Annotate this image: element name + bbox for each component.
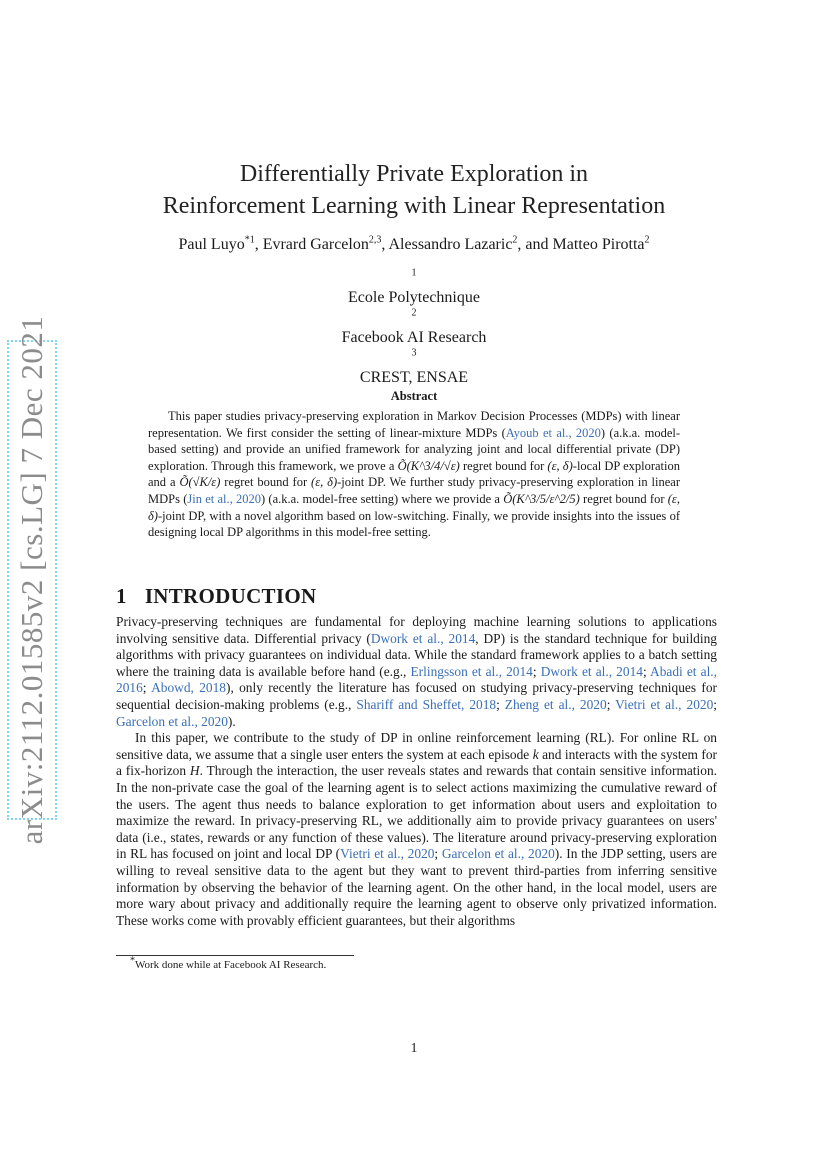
body-text: , DP) is the standard technique for building algorithms with privacy guarantees on individual data. While the standard framework applies to a batch setting where the training data is available before hand (e.g., <box>116 630 717 679</box>
affiliation-name: CREST, ENSAE <box>359 369 469 386</box>
citation-link[interactable]: Vietri et al., 2020 <box>340 846 435 862</box>
abstract-body <box>148 408 680 541</box>
paragraph <box>116 614 717 730</box>
footnote-text: Work done while at Facebook AI Research. <box>135 959 327 971</box>
math-expression: (ε, δ) <box>311 475 338 490</box>
math-expression: H <box>189 763 200 779</box>
arxiv-identifier: arXiv:2112.01585v2 [cs.LG] 7 Dec 2021 <box>14 315 49 845</box>
citation-link[interactable]: Abowd, 2018 <box>151 680 226 696</box>
section-number: 1 <box>116 584 127 608</box>
citation-link[interactable]: Jin et al., 2020 <box>187 491 261 506</box>
author-name: Alessandro Lazaric <box>388 236 513 253</box>
body-text: ; <box>532 663 541 679</box>
citation-link[interactable]: Dwork et al., 2014 <box>370 630 476 646</box>
abstract-text: regret bound for <box>579 491 668 506</box>
abstract-text: This paper studies privacy-preserving exploration in Markov Decision Processes (MDPs) with linear representation. We first consider the setting of linear-mixture MDPs ( <box>148 409 680 440</box>
abstract-heading: Abstract <box>390 389 438 403</box>
citation-link[interactable]: Erlingsson et al., 2014 <box>410 663 533 679</box>
citation-link[interactable]: Shariff and Sheffet, 2018 <box>356 696 497 712</box>
abstract-text: regret bound for <box>459 458 548 473</box>
author-separator: , <box>381 236 389 253</box>
body-text: ; <box>713 696 718 712</box>
affiliation-name: Facebook AI Research <box>341 329 487 346</box>
author-affiliation-mark: *1 <box>244 234 255 246</box>
section-title: INTRODUCTION <box>144 584 317 608</box>
affiliation-mark: 2 <box>411 307 417 319</box>
author-separator: , <box>254 236 263 253</box>
arxiv-stamp <box>7 315 57 845</box>
paper-title <box>110 158 718 222</box>
citation-link[interactable]: Abadi et al., 2016 <box>116 663 717 696</box>
math-expression: Õ(√K/ε) <box>179 475 221 490</box>
math-expression: Õ(K^3/4/√ε) <box>397 458 460 473</box>
body-text: ; <box>642 663 651 679</box>
section-heading <box>116 584 316 609</box>
title-line-1: Differentially Private Exploration in <box>239 161 589 187</box>
author-affiliation-mark: 2,3 <box>368 234 382 246</box>
page-number: 1 <box>410 1040 418 1055</box>
title-line-2: Reinforcement Learning with Linear Representation <box>162 193 666 219</box>
footnote-rule <box>116 955 354 956</box>
body-text: ; <box>496 696 505 712</box>
introduction-body <box>116 614 717 929</box>
abstract-text: -joint DP. We further study privacy-preserving exploration in linear MDPs ( <box>148 475 680 506</box>
affiliation <box>110 308 718 348</box>
abstract-text: ) (a.k.a. model-free setting) where we provide a <box>261 491 504 506</box>
body-text: ). In the JDP setting, users are willing to reveal sensitive data to the agent but they want to prevent third-parties from inferring sensitive information by observing the behavior of the learning agent. On the other hand, in the local model, users are more wary about privacy and additionally require the learning agent to observe only privatized information. These works come with provably efficient guarantees, but their algorithms <box>116 846 718 928</box>
affiliation <box>110 268 718 308</box>
body-text: In this paper, we contribute to the study of DP in online reinforcement learning (RL). For online RL on sensitive data, we assume that a single user enters the system at each episode <box>116 730 717 762</box>
affiliation-mark: 1 <box>411 267 417 279</box>
body-text: ). <box>227 713 236 729</box>
author-name: Matteo Pirotta <box>552 236 645 253</box>
author-separator: , and <box>517 236 553 253</box>
abstract-text: -local DP exploration and a <box>148 458 680 490</box>
affiliation <box>110 348 718 388</box>
math-expression: Õ(K^3/5/ε^2/5) <box>503 491 580 506</box>
body-text: ; <box>606 696 616 712</box>
citation-link[interactable]: Ayoub et al., 2020 <box>505 425 601 440</box>
citation-link[interactable]: Garcelon et al., 2020 <box>441 846 555 862</box>
abstract-text: ) (a.k.a. model-based setting) and provide an unified framework for analyzing joint and local differential private (DP) exploration. Through this framework, we prove a <box>148 425 681 473</box>
author-affiliation-mark: 2 <box>644 234 650 246</box>
body-text: and interacts with the system for a fix-horizon <box>116 746 717 779</box>
author-list <box>110 234 718 256</box>
body-text: ), only recently the literature has focused on studying privacy-preserving techniques for sequential decision-making problems (e.g., <box>116 680 717 712</box>
affiliation-mark: 3 <box>411 347 417 359</box>
paragraph <box>116 730 717 929</box>
author-name: Paul Luyo <box>178 236 245 253</box>
abstract-text: -joint DP, with a novel algorithm based on low-switching. Finally, we provide insights into the issues of designing local DP algorithms in this model-free setting. <box>148 508 680 540</box>
author-name: Evrard Garcelon <box>262 236 369 253</box>
footnote <box>130 955 327 972</box>
citation-link[interactable]: Dwork et al., 2014 <box>540 663 643 679</box>
author-affiliation-mark: 2 <box>512 234 518 246</box>
body-text: . Through the interaction, the user reveals states and rewards that contain sensitive information. In the non-private case the goal of the learning agent is to select actions maximizing the cumulative reward of the users. The agent thus needs to balance exploration to get information about users and exploitation to maximize the reward. In privacy-preserving RL, we additionally aim to provide privacy guarantees on users' data (i.e., states, rewards or any function of these values). The literature around privacy-preserving exploration in RL has focused on joint and local DP ( <box>116 763 717 862</box>
citation-link[interactable]: Zheng et al., 2020 <box>504 696 607 712</box>
math-expression: k <box>532 746 539 762</box>
affiliation-name: Ecole Polytechnique <box>348 289 480 306</box>
abstract-text: regret bound for <box>220 475 312 490</box>
math-expression: (ε, δ) <box>547 458 573 473</box>
footnote-mark: * <box>130 955 135 967</box>
affiliation-list <box>110 268 718 388</box>
citation-link[interactable]: Garcelon et al., 2020 <box>116 713 228 729</box>
body-text: ; <box>142 680 152 696</box>
body-text: ; <box>434 846 442 862</box>
body-text: Privacy-preserving techniques are fundamental for deploying machine learning solutions to applications involving sensitive data. Differential privacy ( <box>116 614 717 646</box>
math-expression: (ε, δ) <box>148 491 680 523</box>
citation-link[interactable]: Vietri et al., 2020 <box>615 696 714 712</box>
